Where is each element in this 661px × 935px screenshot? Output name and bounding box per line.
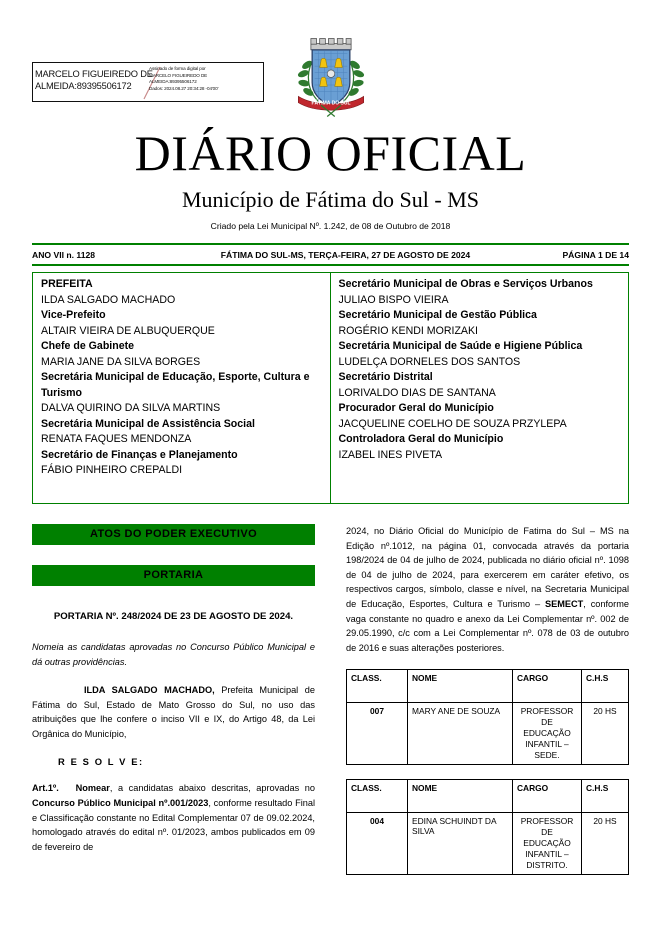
official-role: Procurador Geral do Município	[338, 402, 494, 414]
cell-class: 007	[347, 703, 408, 765]
section-header-atos-poder-executivo: ATOS DO PODER EXECUTIVO	[32, 524, 315, 545]
cell-nome: EDINA SCHUINDT DA SILVA	[408, 813, 513, 875]
issue-year-number: ANO VII n. 1128	[32, 249, 96, 260]
coat-of-arms-icon	[293, 36, 369, 124]
portaria-title: PORTARIA Nº. 248/2024 DE 23 DE AGOSTO DE 2024.	[53, 611, 294, 622]
cell-cargo: PROFESSOR DE EDUCAÇÃO INFANTIL – DISTRITO.	[513, 813, 582, 875]
signature-meta-line-4: Dados: 2024.08.27 20:34:28 -04'00'	[149, 85, 219, 91]
official-name: DALVA QUIRINO DA SILVA MARTINS	[41, 402, 221, 414]
table-row	[347, 703, 629, 765]
section-header-portaria: PORTARIA	[32, 565, 315, 586]
column-header-chs: C.H.S	[582, 670, 629, 703]
table-header-row	[347, 780, 629, 813]
prefeita-name: ILDA SALGADO MACHADO,	[84, 685, 215, 695]
masthead	[0, 126, 661, 214]
digital-signature-box	[32, 62, 264, 102]
official-role: Secretário Municipal de Obras e Serviços Urbanos	[338, 278, 593, 290]
signature-metadata	[149, 66, 264, 92]
table-header-row	[347, 670, 629, 703]
official-name: IZABEL INES PIVETA	[338, 448, 443, 461]
issue-place-date: FÁTIMA DO SUL-MS, TERÇA-FEIRA, 27 DE AGOSTO DE 2024	[220, 249, 471, 260]
official-name: LORIVALDO DIAS DE SANTANA	[338, 386, 496, 399]
article-1-paragraph	[32, 781, 315, 854]
column-header-nome: NOME	[408, 780, 513, 813]
column-header-class: CLASS.	[347, 670, 408, 703]
official-role: Secretária Municipal de Saúde e Higiene Pública	[338, 340, 583, 352]
official-name: ROGÉRIO KENDI MORIZAKI	[338, 324, 478, 337]
official-name: ALTAIR VIEIRA DE ALBUQUERQUE	[41, 324, 215, 337]
official-role: Vice-Prefeito	[41, 309, 106, 321]
body-column-left	[32, 524, 315, 854]
continuation-text-part2: , conforme vaga constante no quadro e anexo da Lei Complementar nº. 002 de 29.05.1990, c/c com a Lei Complementar nº. 078 de 03 de outubro de 2016 e suas alterações posteriores.	[346, 598, 629, 653]
cell-nome: MARY ANE DE SOUZA	[408, 703, 513, 765]
cell-cargo: PROFESSOR DE EDUCAÇÃO INFANTIL – SEDE.	[513, 703, 582, 765]
preamble-rest: Prefeita Municipal de Fátima do Sul, Estado de Mato Grosso do Sul, no uso das atribuições que lhe confere o inciso VII e IX, do Artigo 48, da Lei Orgânica do Município,	[32, 685, 315, 739]
official-role: Secretário Distrital	[338, 371, 433, 383]
officials-column-left	[33, 273, 331, 503]
semect-abbreviation: SEMECT	[544, 598, 584, 609]
signature-meta-line-2: MARCELO FIGUEIREDO DE	[149, 72, 208, 78]
official-name: ILDA SALGADO MACHADO	[41, 293, 176, 306]
issue-page-number: PÁGINA 1 DE 14	[562, 249, 629, 260]
cell-chs: 20 HS	[582, 703, 629, 765]
signature-meta-line-3: ALMEIDA:89395506172	[149, 79, 197, 85]
official-name: FÁBIO PINHEIRO CREPALDI	[41, 464, 183, 476]
official-name: MARIA JANE DA SILVA BORGES	[41, 355, 201, 368]
article-1-text-part1: , a candidatas abaixo descritas, aprovadas no	[109, 783, 315, 794]
officials-column-right	[331, 273, 629, 503]
created-by-law-text: Criado pela Lei Municipal Nº. 1.242, de 08 de Outubro de 2018	[210, 221, 451, 231]
portaria-ementa: Nomeia as candidatas aprovadas no Concurso Público Municipal e dá outras providências.	[32, 642, 315, 667]
official-name: JULIAO BISPO VIEIRA	[338, 293, 449, 306]
issue-info-bar	[32, 246, 629, 263]
article-1-verb: Nomear	[75, 783, 110, 794]
body-column-right	[346, 524, 629, 875]
official-name: LUDELÇA DORNELES DOS SANTOS	[338, 355, 521, 368]
official-role: Secretária Municipal de Educação, Esporte, Cultura e Turismo	[41, 371, 310, 399]
official-role: PREFEITA	[41, 278, 93, 290]
continuation-text-part1: 2024, no Diário Oficial do Município de Fatima do Sul – MS na Edição nº.1012, na página 01, convocada através da portaria 198/2024 de 04 de julho de 2024, publicada no diário oficial nº. 1098 de 04 de julho de 2024, para exercerem em caráter efetivo, os respectivos cargos, símbolo, classe e nível, na Secretaria Municipal de Educação, Esportes, Cultura e Turismo –	[346, 526, 629, 609]
official-role: Secretário Municipal de Gestão Pública	[338, 309, 537, 321]
header-rule-bottom	[32, 264, 629, 266]
page-title: DIÁRIO OFICIAL	[134, 125, 527, 181]
masthead-subtitle: Município de Fátima do Sul - MS	[182, 187, 479, 212]
column-header-nome: NOME	[408, 670, 513, 703]
nomination-table-1	[346, 669, 629, 765]
cell-class: 004	[347, 813, 408, 875]
official-role: Controladora Geral do Município	[338, 433, 504, 445]
article-1-continuation-paragraph	[346, 524, 629, 655]
nomination-table-2	[346, 779, 629, 875]
column-header-cargo: CARGO	[513, 780, 582, 813]
concurso-reference: Concurso Público Municipal nº.001/2023	[32, 797, 209, 808]
resolve-label: R E S O L V E:	[58, 756, 144, 768]
official-role: Secretário de Finanças e Planejamento	[41, 448, 238, 461]
cell-chs: 20 HS	[582, 813, 629, 875]
officials-box	[32, 272, 629, 504]
crest-banner-text: FÁTIMA DO SUL	[310, 100, 351, 107]
official-name: JACQUELINE COELHO DE SOUZA PRZYLEPA	[338, 417, 567, 430]
article-1-text-part2: , conforme resultado Final e Classificação constante no Edital Complementar 07 de 09.02.2024, homologado através do edital nº. 01/2023, ambos publicados em 09 de fevereiro de	[32, 797, 316, 852]
official-name: RENATA FAQUES MENDONZA	[41, 433, 192, 445]
official-role: Secretária Municipal de Assistência Social	[41, 417, 255, 430]
column-header-class: CLASS.	[347, 780, 408, 813]
article-1-label: Art.1º.	[32, 783, 59, 794]
official-role: Chefe de Gabinete	[41, 340, 135, 352]
column-header-cargo: CARGO	[513, 670, 582, 703]
header-rule-top	[32, 243, 629, 245]
column-header-chs: C.H.S	[582, 780, 629, 813]
signature-meta-line-1: Assinado de forma digital por	[149, 66, 206, 71]
portaria-preamble-paragraph	[32, 683, 315, 741]
signature-subject-name: MARCELO FIGUEIREDO DE ALMEIDA:89395506172	[35, 69, 153, 91]
table-row	[347, 813, 629, 875]
